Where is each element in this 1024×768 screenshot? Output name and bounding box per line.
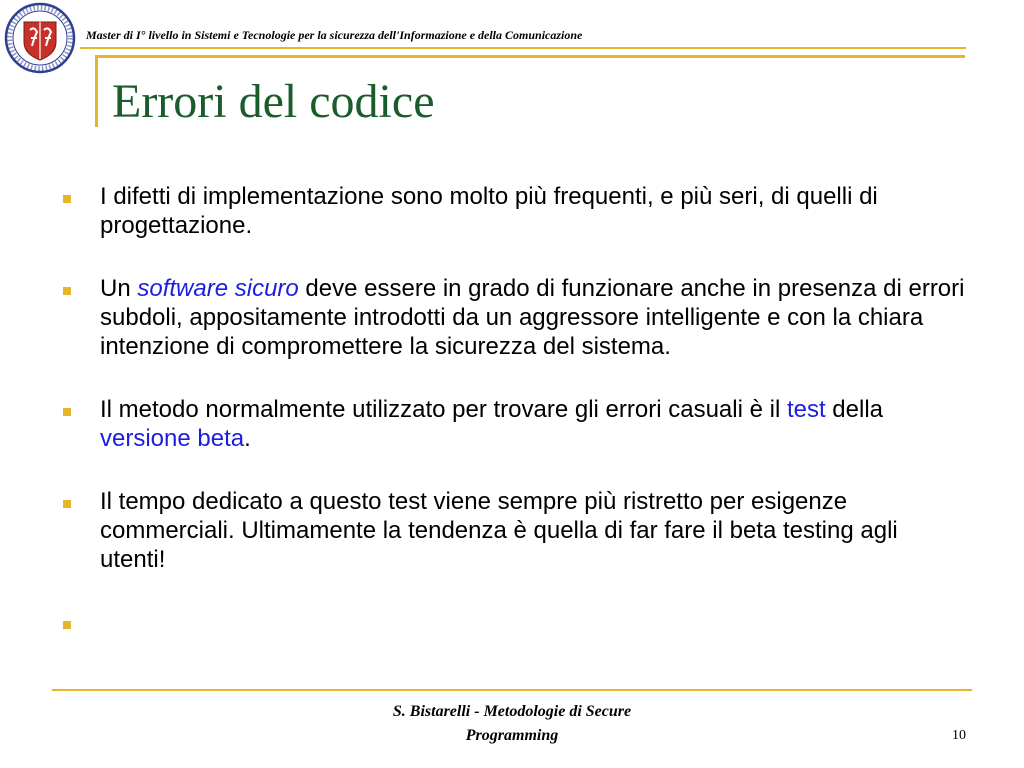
university-seal-icon bbox=[4, 2, 76, 74]
bullet-text-end: . bbox=[244, 425, 251, 452]
footer-author-line1: S. Bistarelli - Metodologie di Secure bbox=[392, 703, 632, 720]
title-top-rule bbox=[95, 55, 965, 58]
highlight-test: test bbox=[786, 396, 826, 423]
bullet-square-icon bbox=[63, 287, 71, 295]
bullet-text-lead: Un bbox=[100, 275, 138, 302]
page-number: 10 bbox=[952, 728, 966, 743]
bullet-item-secure-software bbox=[60, 274, 965, 361]
bullet-text-mid: della bbox=[825, 396, 884, 423]
bullet-square-icon bbox=[63, 500, 71, 508]
bullet-square-icon bbox=[63, 408, 71, 416]
course-header: Master di I° livello in Sistemi e Tecnologie per la sicurezza dell'Informazione e della Comunicazione bbox=[86, 28, 583, 42]
bullet-item-testing-time bbox=[60, 487, 965, 574]
highlight-software-sicuro: software sicuro bbox=[137, 275, 299, 302]
bullet-square-icon bbox=[63, 195, 71, 203]
footer-author-line2: Programming bbox=[465, 727, 559, 744]
bullet-text-lead: Il metodo normalmente utilizzato per trovare gli errori casuali è il bbox=[100, 396, 787, 423]
bullet-item-beta-test bbox=[60, 395, 965, 453]
highlight-versione-beta: versione beta bbox=[100, 425, 245, 452]
bullet-item-implementation-defects bbox=[60, 182, 965, 240]
bullet-text: Il tempo dedicato a questo test viene sempre più ristretto per esigenze commerciali. Ultimamente la tendenza è quella di far fare il beta testing agli utenti! bbox=[100, 488, 898, 573]
footer-author bbox=[312, 700, 712, 748]
bullet-item-empty bbox=[60, 608, 965, 637]
bullet-text-rest: deve essere in grado di funzionare anche in presenza di errori subdoli, appositamente introdotti da un aggressore intelligente e con la chiara intenzione di compromettere la sicurezza del sistema. bbox=[100, 275, 965, 360]
slide-title: Errori del codice bbox=[112, 75, 435, 128]
bullet-list bbox=[60, 182, 965, 671]
footer-divider bbox=[52, 689, 972, 691]
bullet-text: I difetti di implementazione sono molto più frequenti, e più seri, di quelli di progettazione. bbox=[100, 183, 878, 239]
bullet-square-icon bbox=[63, 621, 71, 629]
title-side-rule bbox=[95, 55, 98, 127]
header-divider bbox=[80, 47, 966, 49]
